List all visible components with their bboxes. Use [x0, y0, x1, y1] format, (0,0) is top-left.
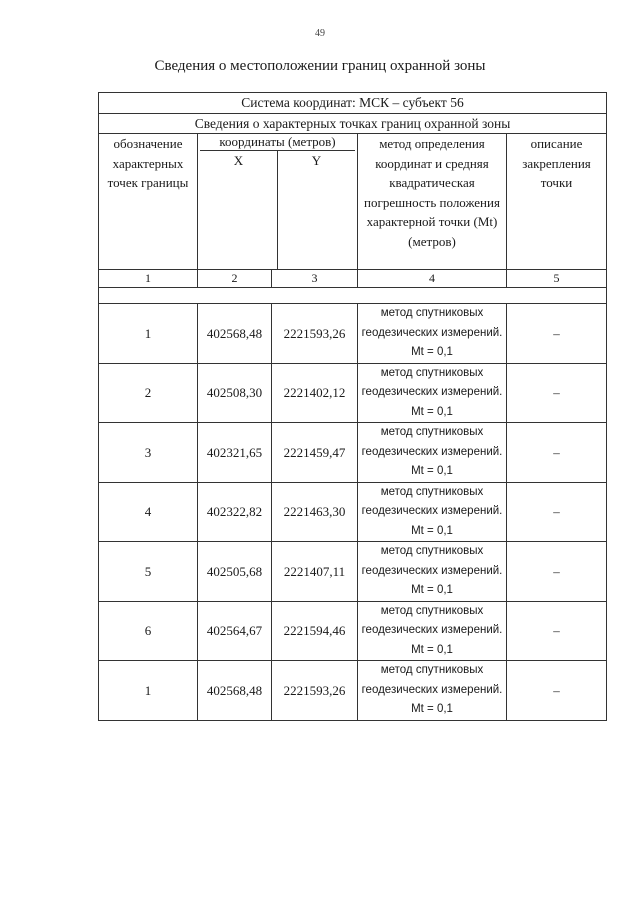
- table-row: [99, 661, 607, 721]
- desc-cell: –: [507, 661, 607, 721]
- y-cell: 2221407,11: [272, 542, 358, 602]
- desc-cell: –: [507, 601, 607, 661]
- col-header-x: X: [200, 151, 278, 269]
- desc-cell: –: [507, 423, 607, 483]
- method-cell: метод спутниковых геодезических измерений. Mt = 0,1: [358, 304, 507, 364]
- point-cell: 2: [99, 363, 198, 423]
- y-cell: 2221593,26: [272, 661, 358, 721]
- y-cell: 2221593,26: [272, 304, 358, 364]
- col-number: 3: [272, 270, 358, 288]
- document-title: Сведения о местоположении границ охранной зоны: [154, 58, 486, 74]
- desc-cell: –: [507, 482, 607, 542]
- coordinate-system-header: Система координат: МСК – субъект 56: [99, 93, 607, 114]
- method-cell: метод спутниковых геодезических измерений. Mt = 0,1: [358, 601, 507, 661]
- desc-cell: –: [507, 363, 607, 423]
- coordinate-system-row: [99, 93, 607, 114]
- col-header-coords-label: координаты (метров): [200, 134, 355, 151]
- method-cell: метод спутниковых геодезических измерений. Mt = 0,1: [358, 423, 507, 483]
- x-cell: 402321,65: [198, 423, 272, 483]
- desc-cell: –: [507, 542, 607, 602]
- column-number-row: [99, 270, 607, 288]
- col-number: 4: [358, 270, 507, 288]
- col-header-desc: описание закрепления точки: [507, 134, 607, 270]
- table-row: [99, 304, 607, 364]
- col-header-y: Y: [311, 153, 322, 168]
- y-cell: 2221459,47: [272, 423, 358, 483]
- point-cell: 5: [99, 542, 198, 602]
- x-cell: 402564,67: [198, 601, 272, 661]
- section-header-row: [99, 113, 607, 134]
- col-number: 5: [507, 270, 607, 288]
- method-cell: метод спутниковых геодезических измерений. Mt = 0,1: [358, 482, 507, 542]
- table-body: [99, 304, 607, 721]
- col-header-method: метод определения координат и средняя квадратическая погрешность положения характерной точки (Mt) (метров): [358, 134, 507, 270]
- method-cell: метод спутниковых геодезических измерений. Mt = 0,1: [358, 542, 507, 602]
- table-row: [99, 601, 607, 661]
- boundary-points-table: [98, 92, 607, 721]
- point-cell: 3: [99, 423, 198, 483]
- table-row: [99, 542, 607, 602]
- col-number: 1: [99, 270, 198, 288]
- table-row: [99, 363, 607, 423]
- x-cell: 402322,82: [198, 482, 272, 542]
- table-row: [99, 482, 607, 542]
- point-cell: 6: [99, 601, 198, 661]
- x-cell: 402508,30: [198, 363, 272, 423]
- x-cell: 402568,48: [198, 304, 272, 364]
- y-cell: 2221594,46: [272, 601, 358, 661]
- x-cell: 402568,48: [198, 661, 272, 721]
- point-cell: 4: [99, 482, 198, 542]
- point-cell: 1: [99, 304, 198, 364]
- y-cell: 2221463,30: [272, 482, 358, 542]
- col-header-point: обозначение характерных точек границы: [99, 134, 198, 270]
- x-cell: 402505,68: [198, 542, 272, 602]
- section-header: Сведения о характерных точках границ охранной зоны: [99, 113, 607, 134]
- y-cell: 2221402,12: [272, 363, 358, 423]
- table-row: [99, 423, 607, 483]
- empty-cell: [99, 288, 607, 304]
- desc-cell: –: [507, 304, 607, 364]
- method-cell: метод спутниковых геодезических измерений. Mt = 0,1: [358, 661, 507, 721]
- col-header-xy: [200, 151, 355, 269]
- point-cell: 1: [99, 661, 198, 721]
- page-number: 49: [315, 28, 325, 39]
- method-cell: метод спутниковых геодезических измерений. Mt = 0,1: [358, 363, 507, 423]
- empty-row: [99, 288, 607, 304]
- column-header-row: [99, 134, 607, 270]
- col-header-coords: [198, 134, 358, 270]
- col-number: 2: [198, 270, 272, 288]
